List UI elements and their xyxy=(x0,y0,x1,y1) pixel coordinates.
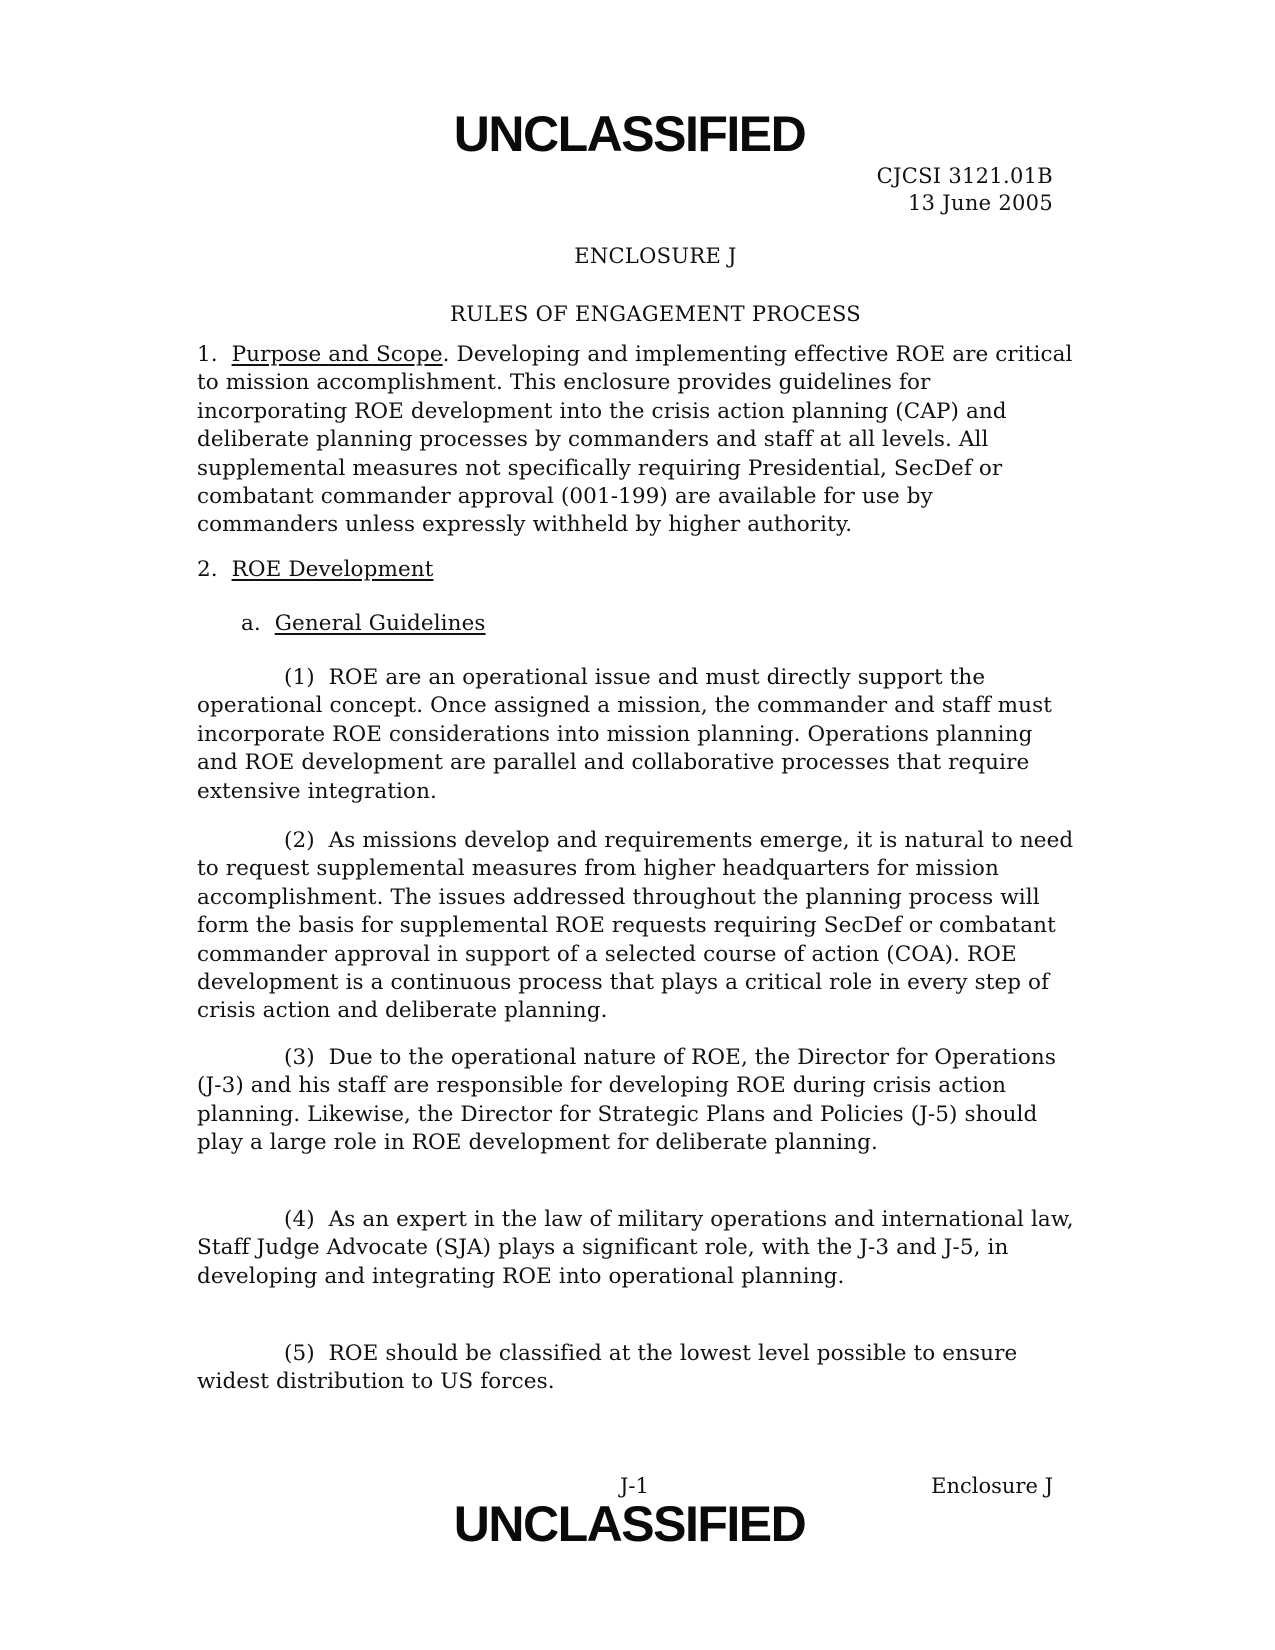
page-number: J-1 xyxy=(620,1474,649,1498)
footer-enclosure-label: Enclosure J xyxy=(931,1474,1053,1498)
section-2 xyxy=(197,556,1077,584)
paragraph-5-text: ROE should be classified at the lowest level possible to ensure widest distribution to US forces. xyxy=(197,1341,1018,1395)
section-2a-number: a. xyxy=(241,611,261,636)
paragraph-5 xyxy=(197,1340,1077,1397)
section-2-number: 2. xyxy=(197,557,218,582)
paragraph-4-text: As an expert in the law of military operations and international law, Staff Judge Advocate (SJA) plays a significant role, with the J-3 and J-5, in developing and integrating ROE into operational planning. xyxy=(197,1207,1074,1289)
paragraph-1-number: (1) xyxy=(284,665,315,690)
paragraph-5-number: (5) xyxy=(284,1341,315,1366)
classification-banner-bottom: UNCLASSIFIED xyxy=(453,1496,806,1552)
section-2-heading: ROE Development xyxy=(231,557,434,582)
paragraph-1 xyxy=(197,664,1077,806)
document-id-block xyxy=(877,163,1053,217)
paragraph-4-number: (4) xyxy=(284,1207,315,1232)
paragraph-2 xyxy=(197,827,1077,1026)
section-1-heading: Purpose and Scope xyxy=(231,342,443,367)
section-1 xyxy=(197,341,1077,540)
paragraph-3 xyxy=(197,1044,1077,1158)
paragraph-3-text: Due to the operational nature of ROE, the Director for Operations (J-3) and his staff are responsible for developing ROE during crisis action planning. Likewise, the Director for Strategic Plans and Policies (J-5) should play a large role in ROE development for deliberate planning. xyxy=(197,1045,1056,1156)
section-2a xyxy=(197,610,1121,638)
page-title: RULES OF ENGAGEMENT PROCESS xyxy=(449,302,861,326)
paragraph-4 xyxy=(197,1206,1077,1291)
paragraph-2-number: (2) xyxy=(284,828,315,853)
section-1-number: 1. xyxy=(197,342,218,367)
section-2a-heading: General Guidelines xyxy=(274,611,486,636)
enclosure-heading: ENCLOSURE J xyxy=(574,244,737,268)
paragraph-2-text: As missions develop and requirements emerge, it is natural to need to request supplemental measures from higher headquarters for mission accomplishment. The issues addressed throughout the planning process will form the basis for supplemental ROE requests requiring SecDef or combatant commander approval in support of a selected course of action (COA). ROE development is a continuous process that plays a critical role in every step of crisis action and deliberate planning. xyxy=(197,828,1074,1024)
classification-banner-top: UNCLASSIFIED xyxy=(453,106,806,162)
document-date: 13 June 2005 xyxy=(907,191,1053,215)
paragraph-3-number: (3) xyxy=(284,1045,315,1070)
document-number: CJCSI 3121.01B xyxy=(876,164,1053,188)
paragraph-1-text: ROE are an operational issue and must directly support the operational concept. Once assigned a mission, the commander and staff must incorporate ROE considerations into mission planning. Operations planning and ROE development are parallel and collaborative processes that require extensive integration. xyxy=(197,665,1052,804)
section-1-text: . Developing and implementing effective ROE are critical to mission accomplishment. This enclosure provides guidelines for incorporating ROE development into the crisis action planning (CAP) and deliberate planning processes by commanders and staff at all levels. All supplemental measures not specifically requiring Presidential, SecDef or combatant commander approval (001-199) are available for use by commanders unless expressly withheld by higher authority. xyxy=(197,342,1073,538)
